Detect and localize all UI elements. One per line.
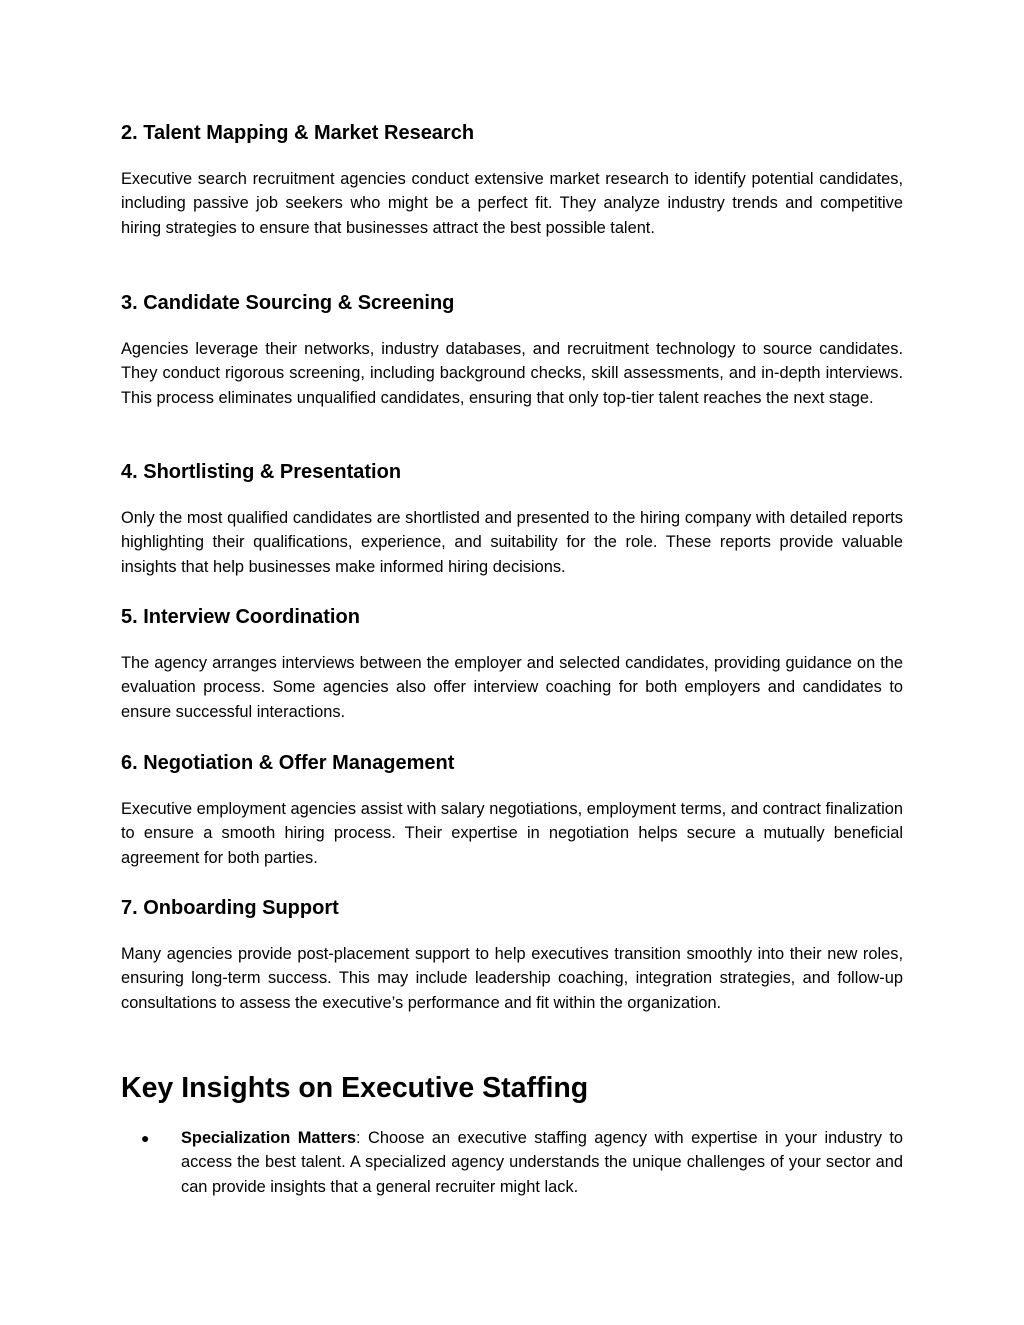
section-heading: 5. Interview Coordination bbox=[121, 606, 360, 628]
section-heading: 4. Shortlisting & Presentation bbox=[121, 461, 402, 483]
section-heading: 7. Onboarding Support bbox=[121, 897, 339, 919]
section-paragraph: Agencies leverage their networks, industry databases, and recruitment technology to source candidates. They conduct rigorous screening, including background checks, skill assessments, and in-depth interviews. This process eliminates unqualified candidates, ensuring that only top-tier talent reaches the next stage. bbox=[121, 340, 903, 407]
insight-text: : Choose an executive staffing agency with expertise in your industry to access the best talent. A specialized agency understands the unique challenges of your sector and can provide insights that a general recruiter might lack. bbox=[181, 1129, 903, 1196]
section-paragraph: Executive employment agencies assist with salary negotiations, employment terms, and contract finalization to ensure a smooth hiring process. Their expertise in negotiation helps secure a mutually beneficial agreement for both parties. bbox=[121, 800, 903, 867]
section-paragraph: Only the most qualified candidates are shortlisted and presented to the hiring company with detailed reports highlighting their qualifications, experience, and suitability for the role. These reports provide valuable insights that help businesses make informed hiring decisions. bbox=[121, 509, 903, 576]
key-insights-list bbox=[121, 1126, 903, 1199]
list-item bbox=[121, 1126, 903, 1199]
section-onboarding bbox=[121, 896, 903, 1015]
insight-term: Specialization Matters bbox=[181, 1129, 357, 1147]
section-shortlisting bbox=[121, 460, 903, 579]
section-paragraph: The agency arranges interviews between the employer and selected candidates, providing guidance on the evaluation process. Some agencies also offer interview coaching for both employers and candidates to ensure successful interactions. bbox=[121, 654, 903, 721]
bullet-icon: ● bbox=[141, 1130, 150, 1146]
section-negotiation bbox=[121, 751, 903, 870]
section-interview-coordination bbox=[121, 605, 903, 724]
section-heading: 2. Talent Mapping & Market Research bbox=[121, 122, 475, 144]
section-paragraph: Executive search recruitment agencies conduct extensive market research to identify potential candidates, including passive job seekers who might be a perfect fit. They analyze industry trends and competitive hiring strategies to ensure that businesses attract the best possible talent. bbox=[121, 170, 903, 237]
section-talent-mapping bbox=[121, 121, 903, 240]
key-insights-heading: Key Insights on Executive Staffing bbox=[121, 1072, 589, 1104]
section-candidate-sourcing bbox=[121, 291, 903, 410]
section-paragraph: Many agencies provide post-placement support to help executives transition smoothly into their new roles, ensuring long-term success. This may include leadership coaching, integration strategies, and follow-up consultations to assess the executive’s performance and fit within the organization. bbox=[121, 945, 903, 1012]
section-heading: 6. Negotiation & Offer Management bbox=[121, 752, 455, 774]
section-heading: 3. Candidate Sourcing & Screening bbox=[121, 292, 455, 314]
